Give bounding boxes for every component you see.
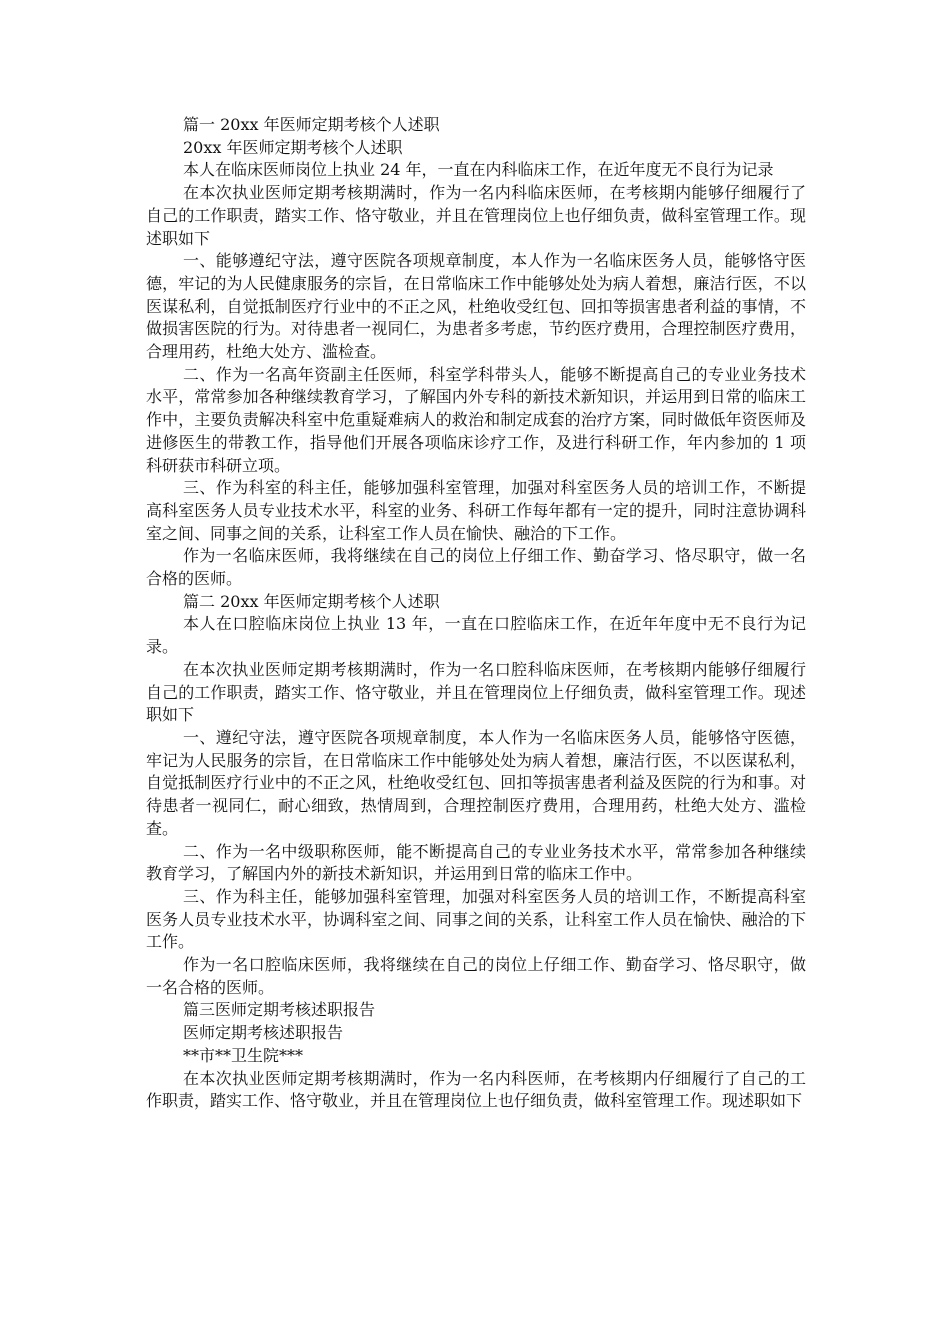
body-paragraph: 一、遵纪守法，遵守医院各项规章制度，本人作为一名临床医务人员，能够恪守医德，牢记为人民服务的宗旨，在日常临床工作中能够处处为病人着想，廉洁行医，不以医谋私利，自觉抵制医疗行业中的不正之风，杜绝收受红包、回扣等损害患者利益及医院的行为和事。对待患者一视同仁，耐心细致，热情周到，合理控制医疗费用，合理用药，杜绝大处方、滥检查。	[146, 727, 806, 838]
report-title: 医师定期考核述职报告	[183, 1023, 344, 1043]
body-paragraph: 二、作为一名高年资副主任医师，科室学科带头人，能够不断提高自己的专业业务技术水平，常常参加各种继续教育学习，了解国内外专科的新技术新知识，并运用到日常的临床工作中，主要负责解决科室中危重疑难病人的救治和制定成套的治疗方案，同时做低年资医师及进修医生的带教工作，指导他们开展各项临床诊疗工作，及进行科研工作，年内参加的 1 项科研获市科研立项。	[146, 364, 806, 475]
body-paragraph: 三、作为科主任，能够加强科室管理，加强对科室医务人员的培训工作，不断提高科室医务人员专业技术水平，协调科室之间、同事之间的关系，让科室工作人员在愉快、融洽的下工作。	[146, 886, 806, 952]
body-paragraph: 作为一名口腔临床医师，我将继续在自己的岗位上仔细工作、勤奋学习、恪尽职守，做一名合格的医师。	[146, 955, 806, 997]
body-paragraph: 一、能够遵纪守法，遵守医院各项规章制度，本人作为一名临床医务人员，能够恪守医德，牢记的为人民健康服务的宗旨，在日常临床工作中能够处处为病人着想，廉洁行医，不以医谋私利，自觉抵制医疗行业中的不正之风，杜绝收受红包、回扣等损害患者利益的事情，不做损害医院的行为。对待患者一视同仁，为患者多考虑，节约医疗费用，合理控制医疗费用，合理用药，杜绝大处方、滥检查。	[146, 251, 806, 362]
body-paragraph: 在本次执业医师定期考核期满时，作为一名内科医师，在考核期内仔细履行了自己的工作职责，踏实工作、恪守敬业，并且在管理岗位上也仔细负责，做科室管理工作。现述职如下	[146, 1068, 806, 1111]
body-paragraph: 本人在临床医师岗位上执业 24 年，一直在内科临床工作，在近年度无不良行为记录	[183, 160, 774, 180]
section-heading: 篇二 20xx 年医师定期考核个人述职	[183, 591, 440, 611]
body-paragraph: 在本次执业医师定期考核期满时，作为一名口腔科临床医师，在考核期内能够仔细履行自己的工作职责，踏实工作、恪守敬业，并且在管理岗位上仔细负责，做科室管理工作。现述职如下	[146, 659, 806, 725]
author-line: **市**卫生院***	[183, 1045, 304, 1065]
body-paragraph: 在本次执业医师定期考核期满时，作为一名内科临床医师，在考核期内能够仔细履行了自己的工作职责，踏实工作、恪守敬业，并且在管理岗位上也仔细负责，做科室管理工作。现述职如下	[146, 183, 806, 248]
body-paragraph: 本人在口腔临床岗位上执业 13 年，一直在口腔临床工作，在近年年度中无不良行为记录。	[146, 614, 806, 657]
section-heading: 篇三医师定期考核述职报告	[183, 1000, 376, 1020]
report-title: 20xx 年医师定期考核个人述职	[183, 137, 403, 157]
body-paragraph: 二、作为一名中级职称医师，能不断提高自己的专业业务技术水平，常常参加各种继续教育学习，了解国内外的新技术新知识，并运用到日常的临床工作中。	[146, 841, 806, 884]
document-body	[146, 114, 806, 1113]
section-heading: 篇一 20xx 年医师定期考核个人述职	[183, 115, 440, 134]
body-paragraph: 三、作为科室的科主任，能够加强科室管理，加强对科室医务人员的培训工作，不断提高科室医务人员专业技术水平，科室的业务、科研工作每年都有一定的提升，同时注意协调科室之间、同事之间的关系，让科室工作人员在愉快、融洽的下工作。	[146, 478, 806, 543]
body-paragraph: 作为一名临床医师，我将继续在自己的岗位上仔细工作、勤奋学习、恪尽职守，做一名合格的医师。	[146, 546, 806, 589]
